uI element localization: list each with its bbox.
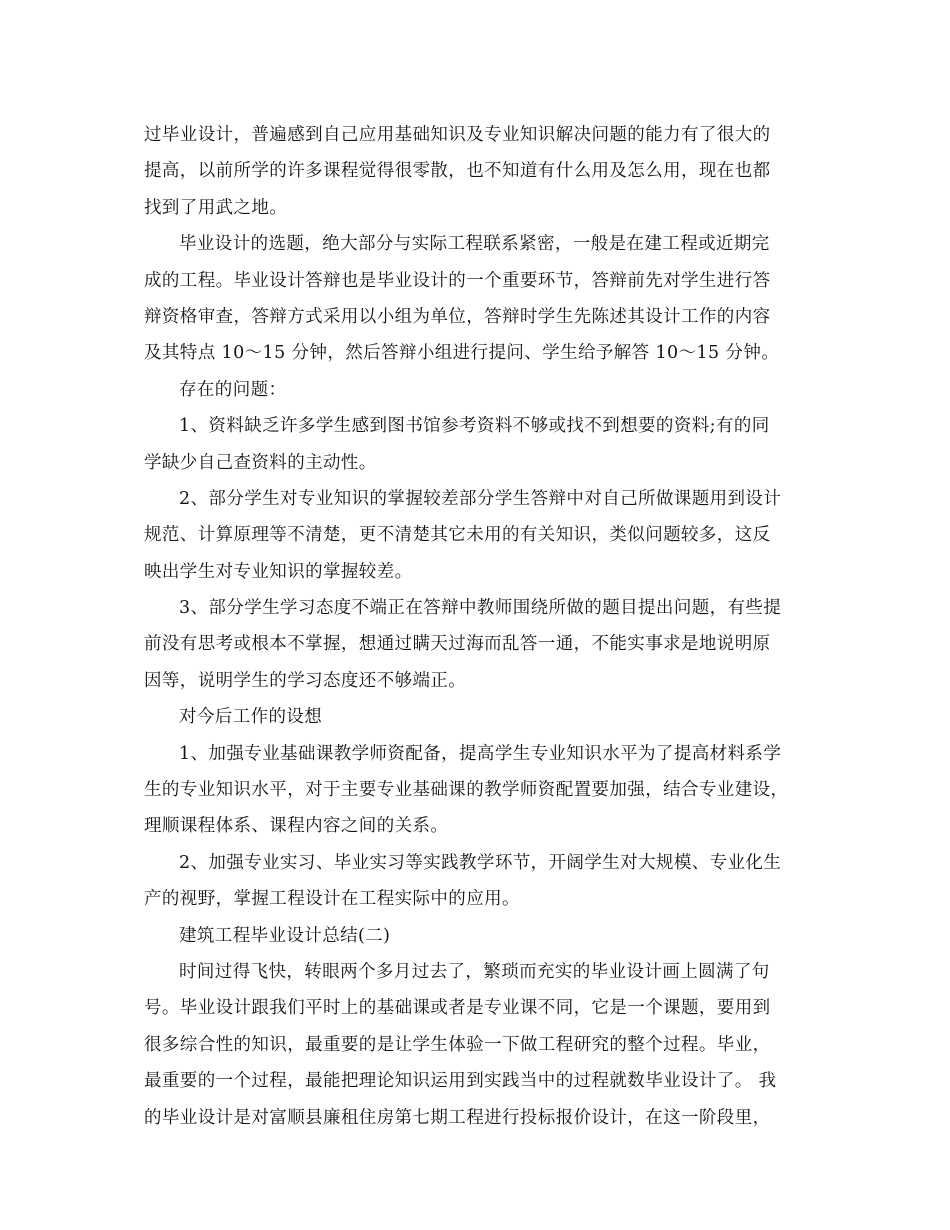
text-line: 的毕业设计是对富顺县廉租住房第七期工程进行投标报价设计，在这一阶段里， [144, 1107, 771, 1128]
text-line: 号。毕业设计跟我们平时上的基础课或者是专业课不同，它是一个课题，要用到 [144, 998, 771, 1019]
text-line: 提高，以前所学的许多课程觉得很零散，也不知道有什么用及怎么用，现在也都 [144, 161, 771, 182]
text-line: 2、加强专业实习、毕业实习等实践教学环节，开阔学生对大规模、专业化生 [179, 852, 782, 873]
text-line: 1、加强专业基础课教学师资配备，提高学生专业知识水平为了提高材料系学 [179, 743, 782, 764]
text-line: 最重要的一个过程，最能把理论知识运用到实践当中的过程就数毕业设计了。 我 [144, 1071, 777, 1092]
text-line: 2、部分学生对专业知识的掌握较差部分学生答辩中对自己所做课题用到设计 [179, 488, 782, 509]
text-line: 建筑工程毕业设计总结(二) [179, 925, 391, 946]
text-line: 学缺少自己查资料的主动性。 [144, 452, 377, 473]
text-line: 产的视野，掌握工程设计在工程实际中的应用。 [144, 889, 520, 910]
text-line: 成的工程。毕业设计答辩也是毕业设计的一个重要环节，答辩前先对学生进行答 [144, 270, 771, 291]
text-line: 因等，说明学生的学习态度还不够端正。 [144, 670, 467, 691]
text-line: 前没有思考或根本不掌握，想通过瞒天过海而乱答一通，不能实事求是地说明原 [144, 634, 771, 655]
document-body [144, 117, 806, 1136]
text-line: 映出学生对专业知识的掌握较差。 [144, 561, 413, 582]
text-line: 过毕业设计，普遍感到自己应用基础知识及专业知识解决问题的能力有了很大的 [144, 125, 771, 145]
text-line: 及其特点 10～15 分钟，然后答辩小组进行提问、学生给予解答 10～15 分钟。 [144, 343, 780, 364]
text-line: 生的专业知识水平，对于主要专业基础课的教学师资配置要加强，结合专业建设， [144, 780, 789, 801]
text-line: 存在的问题： [179, 379, 287, 400]
text-line: 理顺课程体系、课程内容之间的关系。 [144, 816, 449, 837]
text-line: 时间过得飞快，转眼两个多月过去了，繁琐而充实的毕业设计画上圆满了句 [179, 961, 770, 982]
text-line: 毕业设计的选题，绝大部分与实际工程联系紧密，一般是在建工程或近期完 [179, 234, 770, 255]
text-line: 找到了用武之地。 [144, 197, 288, 218]
text-line: 3、部分学生学习态度不端正在答辩中教师围绕所做的题目提出问题，有些提 [179, 598, 782, 619]
text-line: 1、资料缺乏许多学生感到图书馆参考资料不够或找不到想要的资料;有的同 [179, 416, 770, 437]
text-line: 规范、计算原理等不清楚，更不清楚其它未用的有关知识，类似问题较多，这反 [144, 525, 771, 546]
text-line: 对今后工作的设想 [179, 707, 323, 728]
text-line: 辩资格审查，答辩方式采用以小组为单位，答辩时学生先陈述其设计工作的内容 [144, 306, 771, 327]
text-line: 很多综合性的知识，最重要的是让学生体验一下做工程研究的整个过程。毕业， [144, 1034, 771, 1055]
